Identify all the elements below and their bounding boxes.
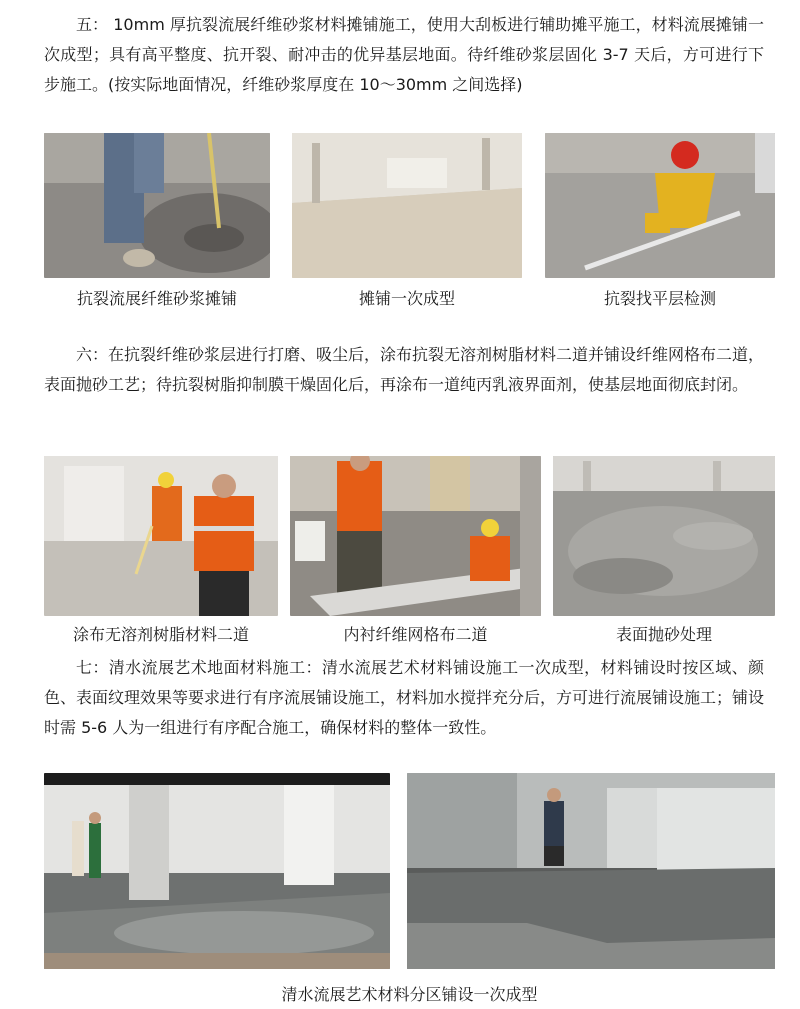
caption-sand-casting-surface: 表面抛砂处理 [615,625,712,644]
photo-fiber-mesh-lining [290,456,541,616]
photo-one-time-forming [292,133,522,278]
section-7-text: 七：清水流展艺术地面材料施工：清水流展艺术材料铺设施工一次成型，材料铺设时按区域、颜色、表面纹理效果等要求进行有序流展铺设施工，材料加水搅拌充分后，方可进行流展铺设施工；铺设时需 5-6 人为一组进行有序配合施工，确保材料的整体一致性。 [44,658,765,737]
caption-leveling-inspection: 抗裂找平层检测 [603,289,716,308]
photo-mortar-spreading [44,133,270,278]
caption-fiber-mesh-lining: 内衬纤维网格布二道 [343,625,488,644]
caption-mortar-spreading: 抗裂流展纤维砂浆摊铺 [76,289,237,308]
section-5-text: 五： 10mm 厚抗裂流展纤维砂浆材料摊铺施工，使用大刮板进行辅助摊平施工，材料流展摊铺一次成型；具有高平整度、抗开裂、耐冲击的优异基层地面。待纤维砂浆层固化 3-7 天后，方可进行下步施工。(按实际地面情况，纤维砂浆厚度在 10～30mm 之间选择) [44,15,764,94]
photo-resin-coating [44,456,278,616]
caption-one-time-forming: 摊铺一次成型 [358,289,455,308]
caption-art-floor-pouring: 清水流展艺术材料分区铺设一次成型 [281,985,538,1004]
photo-art-floor-pouring-right [407,773,775,969]
section-6-text: 六：在抗裂纤维砂浆层进行打磨、吸尘后，涂布抗裂无溶剂树脂材料二道并铺设纤维网格布二道，表面抛砂工艺；待抗裂树脂抑制膜干燥固化后，再涂布一道纯丙乳液界面剂，使基层地面彻底封闭。 [44,345,765,394]
caption-resin-coating: 涂布无溶剂树脂材料二道 [72,625,249,644]
photo-sand-casting-surface [553,456,775,616]
photo-art-floor-pouring-left [44,773,390,969]
photo-leveling-inspection [545,133,775,278]
